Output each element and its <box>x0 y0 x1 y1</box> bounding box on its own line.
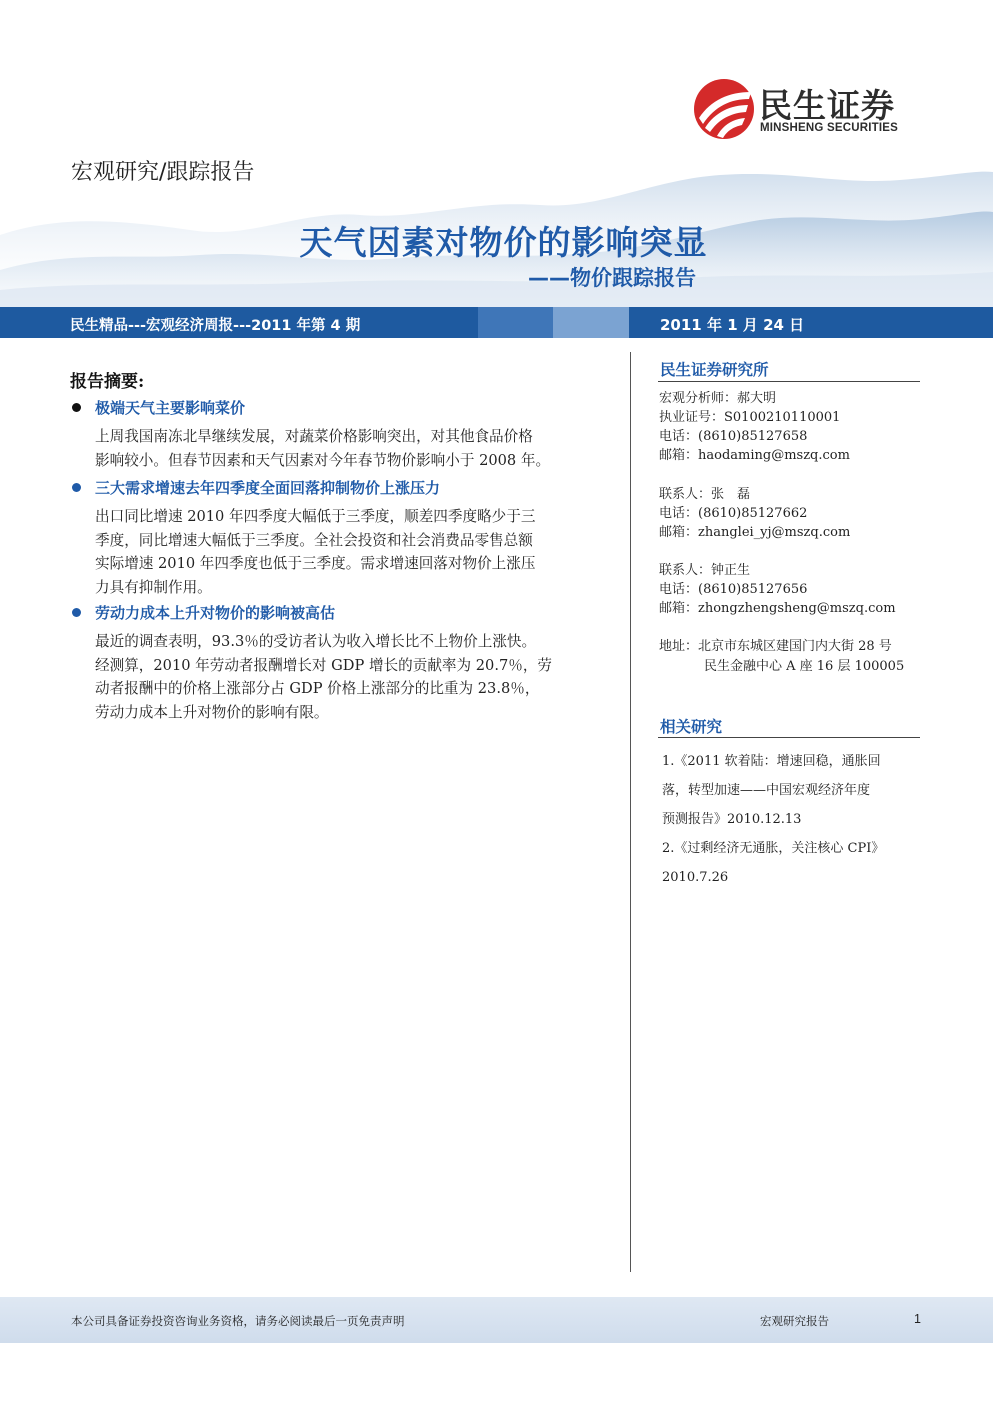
page-footer <box>0 1297 993 1343</box>
section-body <box>70 630 620 724</box>
related-item: 2010.7.26 <box>662 870 729 885</box>
contact-name: 联系人：张 磊 <box>659 487 751 502</box>
analyst-info <box>659 389 850 465</box>
body-line: 动者报酬中的价格上涨部分占 GDP 价格上涨部分的比重为 23.8％， <box>95 680 540 697</box>
section-title: 劳动力成本上升对物价的影响被高估 <box>95 604 336 622</box>
analyst-email: 邮箱：haodaming@mszq.com <box>659 448 850 463</box>
bullet-icon <box>72 403 81 412</box>
summary-heading: 报告摘要: <box>70 372 145 392</box>
contact-email: 邮箱：zhongzhengsheng@mszq.com <box>659 601 896 616</box>
contact-info <box>659 561 896 618</box>
related-research-heading: 相关研究 <box>660 717 723 736</box>
logo-emblem-icon <box>693 78 755 140</box>
body-line: 季度，同比增速大幅低于三季度。全社会投资和社会消费品零售总额 <box>95 531 533 549</box>
logo-english-name: MINSHENG SECURITIES <box>760 122 898 134</box>
contact-phone: 电话：(8610)85127656 <box>659 582 808 597</box>
contact-name: 联系人：钟正生 <box>659 563 751 578</box>
address <box>659 637 904 677</box>
institute-heading: 民生证券研究所 <box>660 360 769 379</box>
related-item: 2.《过剩经济无通胀，关注核心 CPI》 <box>662 841 885 856</box>
body-line: 力具有抑制作用。 <box>95 578 212 596</box>
analyst-phone: 电话：(8610)85127658 <box>659 429 808 444</box>
address-line: 地址：北京市东城区建国门内大街 28 号 <box>659 639 892 654</box>
related-item: 预测报告》2010.12.13 <box>662 812 802 827</box>
body-line: 上周我国南冻北旱继续发展，对蔬菜价格影响突出，对其他食品价格 <box>95 428 533 445</box>
section-title: 极端天气主要影响菜价 <box>95 399 246 417</box>
section-body <box>70 505 620 599</box>
analyst-license: 执业证号：S0100210110001 <box>659 410 841 425</box>
body-line: 实际增速 2010 年四季度也低于三季度。需求增速回落对物价上涨压 <box>95 555 536 572</box>
footer-report-type: 宏观研究报告 <box>760 1314 829 1328</box>
issue-band <box>0 307 993 338</box>
body-line: 影响较小。但春节因素和天气因素对今年春节物价影响小于 2008 年。 <box>95 451 551 469</box>
body-line: 劳动力成本上升对物价的影响有限。 <box>95 703 329 721</box>
report-subtitle: ——物价跟踪报告 <box>528 266 696 290</box>
column-divider <box>630 352 631 1272</box>
summary-section <box>70 397 620 472</box>
summary-section <box>70 602 620 724</box>
logo-chinese-name: 民生证券 <box>759 86 895 125</box>
body-line: 最近的调查表明，93.3％的受访者认为收入增长比不上物价上涨快。 <box>95 633 537 650</box>
section-body <box>70 425 620 472</box>
body-line: 经测算，2010 年劳动者报酬增长对 GDP 增长的贡献率为 20.7％，劳 <box>95 656 553 674</box>
address-line: 民生金融中心 A 座 16 层 100005 <box>704 659 905 674</box>
related-item: 1.《2011 软着陆：增速回稳，通胀回 <box>662 754 881 769</box>
bullet-icon <box>72 483 81 492</box>
company-logo <box>693 78 923 140</box>
report-date: 2011 年 1 月 24 日 <box>660 316 805 334</box>
contact-phone: 电话：(8610)85127662 <box>659 506 808 521</box>
report-category: 宏观研究/跟踪报告 <box>71 160 255 185</box>
bullet-icon <box>72 608 81 617</box>
page-number: 1 <box>914 1312 921 1326</box>
related-item: 落，转型加速——中国宏观经济年度 <box>662 783 871 798</box>
related-research-list <box>662 747 884 892</box>
contact-email: 邮箱：zhanglei_yj@mszq.com <box>659 525 851 540</box>
summary-section <box>70 477 620 599</box>
analyst-name: 宏观分析师：郝大明 <box>659 391 777 406</box>
issue-label: 民生精品---宏观经济周报---2011 年第 4 期 <box>70 318 361 334</box>
contact-info <box>659 485 850 542</box>
sidebar-rule <box>658 381 920 382</box>
sidebar-rule <box>658 737 920 738</box>
footer-disclaimer: 本公司具备证券投资咨询业务资格，请务必阅读最后一页免责声明 <box>71 1314 405 1328</box>
body-line: 出口同比增速 2010 年四季度大幅低于三季度，顺差四季度略少于三 <box>95 508 536 525</box>
section-title: 三大需求增速去年四季度全面回落抑制物价上涨压力 <box>95 479 441 497</box>
report-title: 天气因素对物价的影响突显 <box>299 223 708 262</box>
